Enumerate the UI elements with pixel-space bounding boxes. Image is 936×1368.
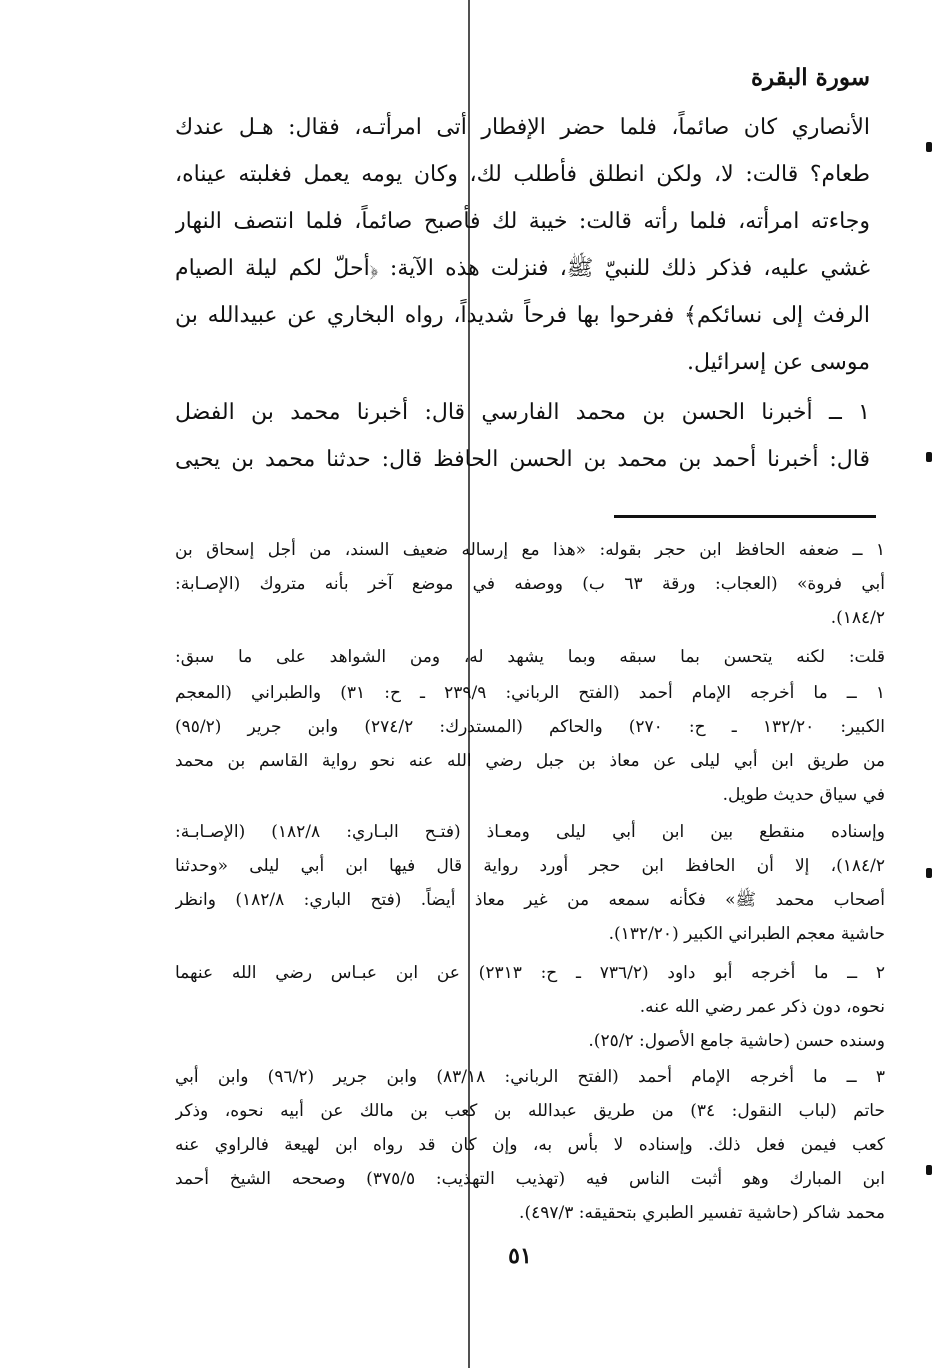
footnote-line: ١ ــ ضعفه الحافظ ابن حجر بقوله: «هذا مع إرساله ضعيف السند، من أجل إسحاق بن (175, 540, 885, 560)
footnote-line: حاتم (لباب النقول: ٣٤) من طريق عبدالله بن كعب بن مالك عن أبيه نحوه، وذكر (175, 1101, 885, 1121)
footnote-line: ٣ ــ ما أخرجه الإمام أحمد (الفتح الرباني: ٨٣/١٨) وابن جرير (٩٦/٢) وابن أبي (175, 1067, 885, 1087)
footnote-line: الكبير: ١٣٢/٢٠ ـ ح: ٢٧٠) والحاكم (المستدرك: ٢٧٤/٢) وابن جرير (٩٥/٢) (175, 717, 885, 737)
footnote-line: كعب فيمن فعل ذلك. وإسناده لا بأس به، وإن كان قد رواه ابن لهيعة فالراوي عنه (175, 1135, 885, 1155)
footnote-line: ١ ــ ما أخرجه الإمام أحمد (الفتح الرباني: ٢٣٩/٩ ـ ح: ٣١) والطبراني (المعجم (175, 683, 885, 703)
footnote-line: من طريق ابن أبي ليلى عن معاذ بن جبل رضي الله عنه نحو رواية القاسم بن محمد (175, 751, 885, 771)
main-text-line: موسى عن إسرائيل. (687, 350, 870, 375)
footnote-line: وسنده حسن (حاشية جامع الأصول: ٢٥/٢). (588, 1031, 885, 1051)
main-text-line: غشي عليه، فذكر ذلك للنبيّ ﷺ، فنزلت هذه الآية: ﴿أحلّ لكم ليلة الصيام (175, 256, 870, 281)
main-text-line: ١ ــ أخبرنا الحسن بن محمد الفارسي قال: أخبرنا محمد بن الفضل (175, 400, 870, 425)
footnote-line: أبي فروة» (العجاب: ورقة ٦٣ ب) ووصفه في موضع آخر بأنه متروك (الإصـابة: (175, 574, 885, 594)
footnote-line: نحوه، دون ذكر عمر رضي الله عنه. (639, 997, 885, 1017)
surah-title: سورة البقرة (750, 64, 870, 91)
margin-mark (926, 452, 932, 462)
footnote-line: ١٨٤/٢). (830, 608, 885, 628)
main-text-line: طعام؟ قالت: لا، ولكن انطلق فأطلب لك، وكان يومه يعمل فغلبته عيناه، (175, 162, 870, 187)
footnote-line: وإسناده منقطع بين ابن أبي ليلى ومعـاذ (فتـح البـاري: ١٨٢/٨) (الإصـابـة: (175, 822, 885, 842)
margin-mark (926, 868, 932, 878)
footnote-line: ١٨٤/٢)، إلا أن الحافظ ابن حجر أورد رواية قال فيها ابن أبي ليلى «وحدثنا (175, 856, 885, 876)
footnote-line: أصحاب محمد ﷺ» فكأنه سمعه من غير معاذ أيضاً. (فتح الباري: ١٨٢/٨) وانظر (175, 890, 885, 910)
footnote-line: ٢ ــ ما أخرجه أبو داود (٧٣٦/٢ ـ ح: ٢٣١٣) عن ابن عبـاس رضي الله عنهما (175, 963, 885, 983)
margin-mark (926, 1165, 932, 1175)
footnote-line: ابن المبارك وهو أثبت الناس فيه (تهذيب التهذيب: ٣٧٥/٥) وصححه الشيخ أحمد (175, 1169, 885, 1189)
main-text-line: الرفث إلى نسائكم﴾ ففرحوا بها فرحاً شديداً، رواه البخاري عن عبيدالله بن (175, 303, 870, 328)
page-number: ٥١ (508, 1243, 532, 1269)
main-text-line: وجاءته امرأته، فلما رأته قالت: خيبة لك فأصبح صائماً، فلما انتصف النهار (175, 209, 870, 234)
footnote-line: حاشية معجم الطبراني الكبير (١٣٢/٢٠). (608, 924, 885, 944)
footnote-line: قلت: لكنه يتحسن بما سبقه وبما يشهد له، ومن الشواهد على ما سبق: (175, 647, 885, 667)
margin-mark (926, 142, 932, 152)
footnote-separator (614, 515, 876, 518)
main-text-line: الأنصاري كان صائماً، فلما حضر الإفطار أتى امرأتـه، فقال: هـل عندك (175, 115, 870, 140)
main-text-line: قال: أخبرنا أحمد بن محمد بن الحسن الحافظ قال: حدثنا محمد بن يحيى (175, 447, 870, 472)
footnote-line: في سياق حديث طويل. (722, 785, 885, 805)
footnote-line: محمد شاكر (حاشية تفسير الطبري بتحقيقه: ٤٩٧/٣). (519, 1203, 885, 1223)
